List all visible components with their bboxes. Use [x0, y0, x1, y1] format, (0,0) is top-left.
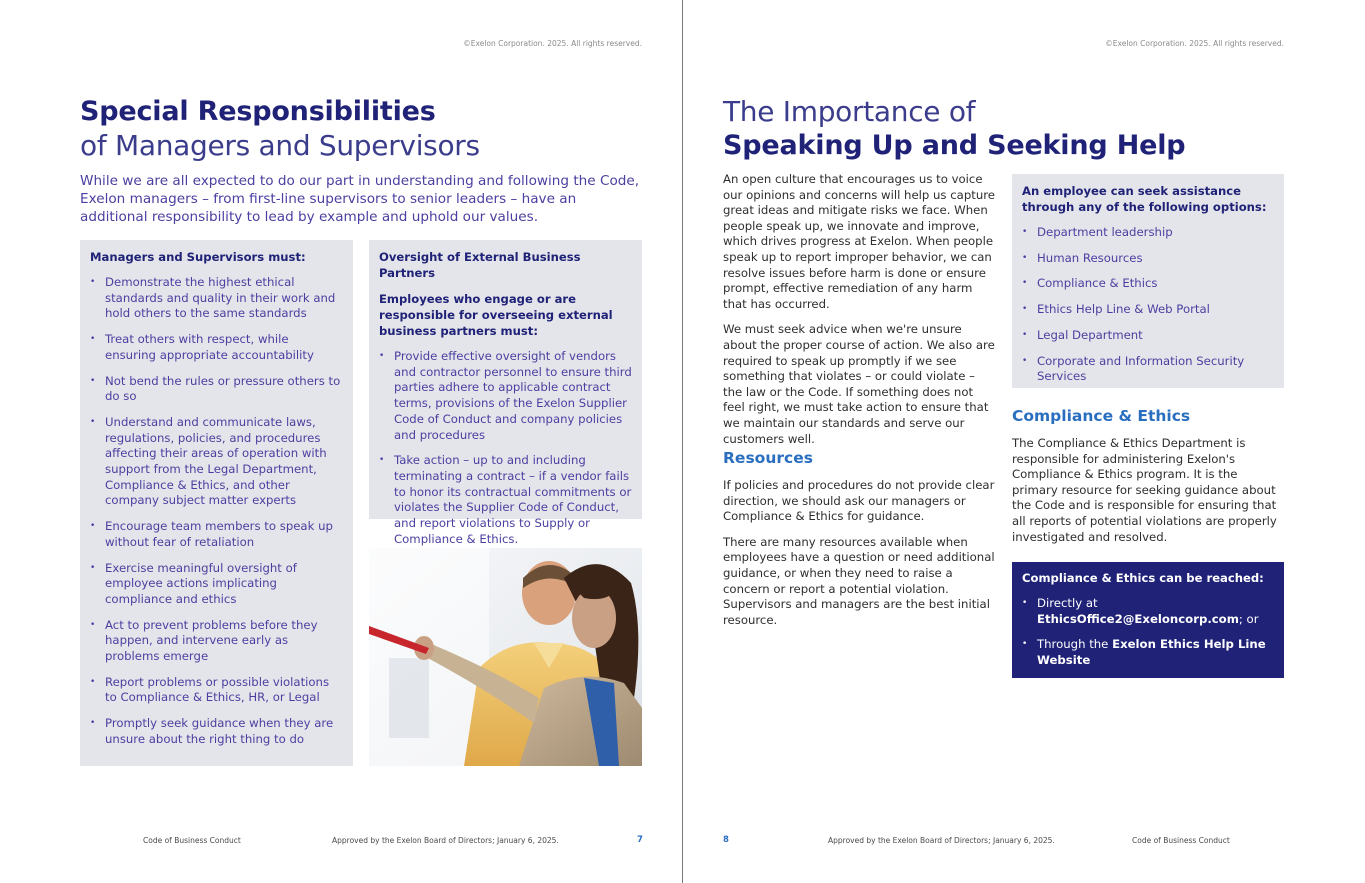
contact-panel — [1012, 562, 1284, 678]
list-item: • Understand and communicate laws, regulations, policies, and procedures affecting their areas of operation with support from the Legal Department, Compliance & Ethics, and other company subject matter experts — [90, 415, 343, 509]
title-strong: Special Responsibilities — [80, 96, 436, 127]
footer-approved: Approved by the Exelon Board of Directors; January 6, 2025. — [332, 836, 559, 845]
intro-paragraph: An open culture that encourages us to voice our opinions and concerns will help us capture great ideas and mitigate risks we face. When people speak up, we innovate and improve, which drives progress at Exelon. When people speak up to report improper behavior, we can resolve issues before harm is done or ensure prompt, effective remediation of any harm that has occurred. — [723, 172, 995, 311]
lead-paragraph: While we are all expected to do our part in understanding and following the Code, Exelon managers – from first-line supervisors to senior leaders – have an additional responsibility to lead by example and uphold our values. — [80, 173, 640, 225]
managers-panel — [80, 240, 353, 766]
contact-heading: Compliance & Ethics can be reached: — [1022, 571, 1264, 585]
list-item: • Provide effective oversight of vendors and contractor personnel to ensure third parties adhere to applicable contract terms, provisions of the Exelon Supplier Code of Conduct and company policies and procedures — [379, 349, 632, 443]
title-strong: Speaking Up and Seeking Help — [723, 130, 1186, 161]
list-item: • Human Resources — [1022, 251, 1274, 267]
list-item: • Not bend the rules or pressure others to do so — [90, 374, 343, 405]
ethics-helpline-link[interactable]: Exelon Ethics Help Line Website — [1037, 637, 1266, 668]
contact-prefix: Directly at — [1037, 596, 1098, 610]
managers-list — [90, 275, 343, 748]
resources-paragraph: If policies and procedures do not provide clear direction, we should ask our managers or Compliance & Ethics for guidance. — [723, 478, 995, 524]
compliance-ethics-text — [1012, 436, 1284, 555]
intro-text — [723, 172, 995, 457]
options-list — [1022, 225, 1274, 385]
contact-list — [1022, 596, 1274, 669]
list-item: • Department leadership — [1022, 225, 1274, 241]
list-item: • Take action – up to and including terminating a contract – if a vendor fails to honor its contractual commitments or violates the Supplier Code of Conduct, and report violations to Supply or Compliance & Ethics. — [379, 453, 632, 547]
footer-approved: Approved by the Exelon Board of Directors; January 6, 2025. — [828, 836, 1055, 845]
partners-panel — [369, 240, 642, 546]
list-item: • Act to prevent problems before they happen, and intervene early as problems emerge — [90, 618, 343, 665]
contact-suffix: ; or — [1238, 611, 1259, 626]
compliance-ethics-heading: Compliance & Ethics — [1012, 407, 1191, 425]
partners-subheading: Employees who engage or are responsible for overseeing external business partners must: — [379, 292, 613, 338]
compliance-ethics-paragraph: The Compliance & Ethics Department is responsible for administering Exelon's Compliance & Ethics program. It is the primary resource for seeking guidance about the Code and is responsible for ensuring that all reports of potential violations are properly investigated and resolved. — [1012, 436, 1277, 544]
list-item: • Encourage team members to speak up without fear of retaliation — [90, 519, 343, 550]
copyright-notice: ©Exelon Corporation. 2025. All rights reserved. — [463, 39, 642, 48]
list-item: • Ethics Help Line & Web Portal — [1022, 302, 1274, 318]
contact-prefix: Through the — [1037, 637, 1113, 652]
managers-heading: Managers and Supervisors must: — [90, 250, 306, 264]
footer-doc-name: Code of Business Conduct — [143, 836, 241, 845]
title-light: of Managers and Supervisors — [80, 129, 480, 162]
left-page — [0, 0, 682, 883]
list-item: • Promptly seek guidance when they are unsure about the right thing to do — [90, 716, 343, 747]
title-light: The Importance of — [723, 95, 976, 128]
resources-text — [723, 478, 995, 638]
list-item: • Exercise meaningful oversight of employee actions implicating compliance and ethics — [90, 561, 343, 608]
footer-doc-name: Code of Business Conduct — [1132, 836, 1230, 845]
options-heading: An employee can seek assistance through any of the following options: — [1022, 184, 1267, 214]
partners-list — [379, 349, 632, 547]
options-panel — [1012, 174, 1284, 388]
resources-heading: Resources — [723, 449, 813, 467]
ethics-email-link[interactable]: EthicsOffice2@Exeloncorp.com — [1037, 611, 1239, 626]
resources-paragraph: There are many resources available when employees have a question or need additional guidance, or when they need to raise a concern or report a potential violation. Supervisors and managers are the best initial resource. — [723, 534, 995, 627]
list-item: • Compliance & Ethics — [1022, 276, 1274, 292]
copyright-notice: ©Exelon Corporation. 2025. All rights reserved. — [1105, 39, 1284, 48]
list-item — [1022, 637, 1274, 668]
list-item: • Corporate and Information Security Services — [1022, 354, 1274, 385]
right-page — [683, 0, 1365, 883]
partners-heading: Oversight of External Business Partners — [379, 250, 581, 280]
list-item: • Treat others with respect, while ensuring appropriate accountability — [90, 332, 343, 363]
page-title — [723, 95, 1185, 163]
list-item: • Report problems or possible violations to Compliance & Ethics, HR, or Legal — [90, 675, 343, 706]
photo-presentation — [369, 548, 642, 766]
list-item: • Demonstrate the highest ethical standards and quality in their work and hold others to the same standards — [90, 275, 343, 322]
page-title — [80, 95, 480, 163]
page-number: 8 — [723, 835, 729, 845]
list-item — [1022, 596, 1274, 627]
intro-paragraph: We must seek advice when we're unsure about the proper course of action. We also are required to speak up promptly if we see something that violates – or could violate – the law or the Code. If something does not feel right, we must take action to ensure that we maintain our standards and serve our customers well. — [723, 322, 995, 446]
list-item: • Legal Department — [1022, 328, 1274, 344]
page-number: 7 — [637, 835, 643, 845]
